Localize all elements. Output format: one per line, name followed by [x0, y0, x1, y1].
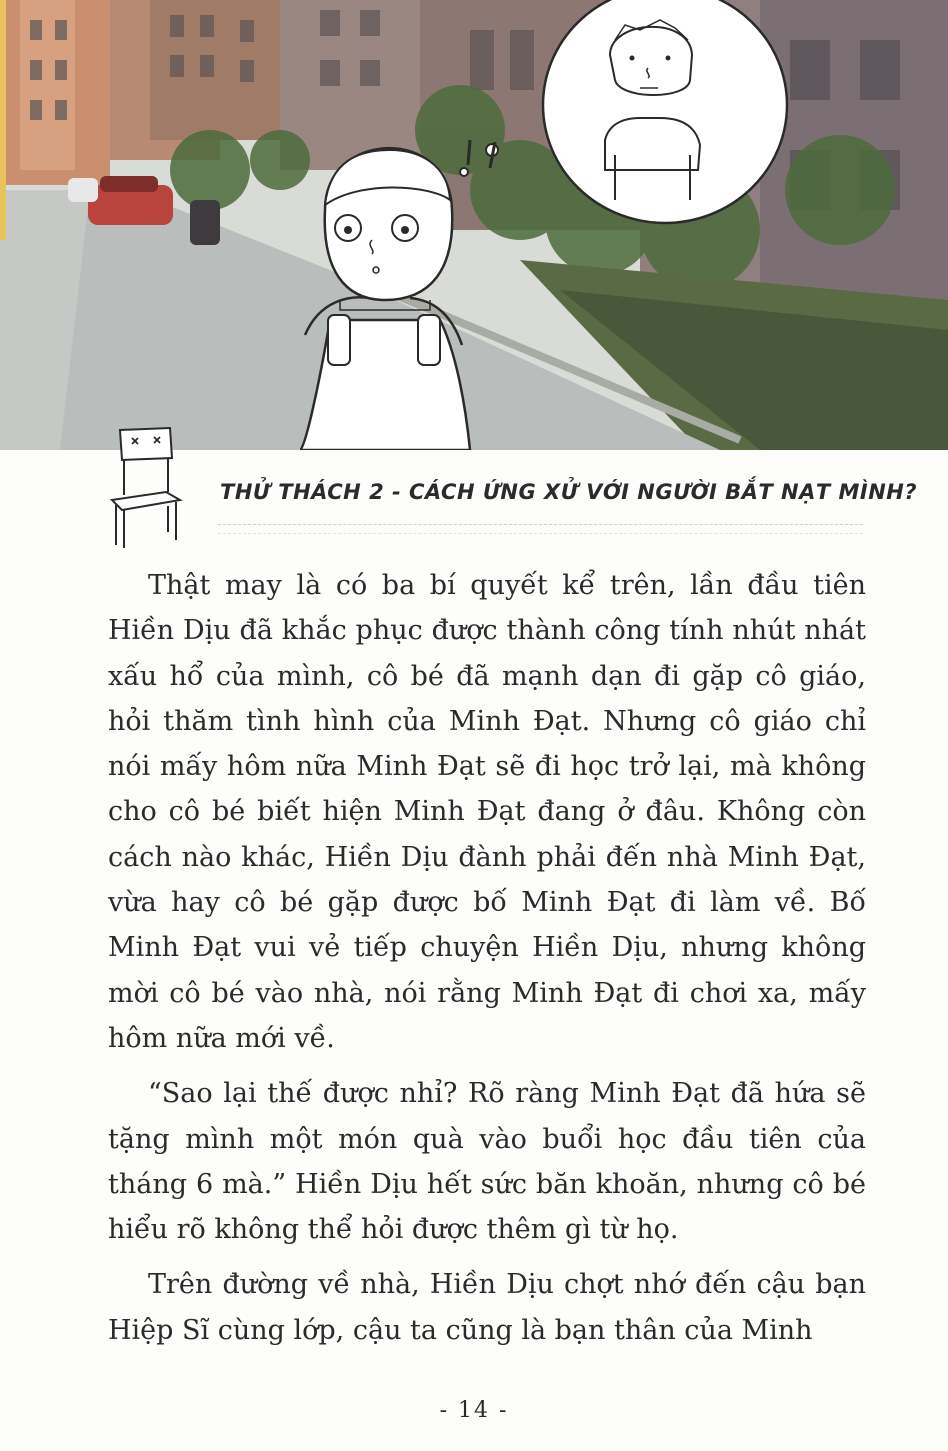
paragraph: “Sao lại thế được nhỉ? Rõ ràng Minh Đạt đã hứa sẽ tặng mình một món quà vào buổi học đầu tiên của tháng 6 mà.” Hiền Dịu hết sức băn khoăn, nhưng cô bé hiểu rõ không thể hỏi được thêm gì từ họ. — [108, 1078, 866, 1246]
paragraph: Trên đường về nhà, Hiền Dịu chợt nhớ đến cậu bạn Hiệp Sĩ cùng lớp, cậu ta cũng là bạn thân của Minh — [108, 1269, 866, 1346]
body-text — [108, 563, 866, 1363]
chapter-heading — [108, 420, 918, 550]
page-number: - 14 - — [439, 1398, 509, 1423]
title-divider — [218, 524, 863, 534]
page-edge-mark — [0, 0, 6, 240]
chair-icon — [108, 420, 188, 550]
paragraph: Thật may là có ba bí quyết kể trên, lần đầu tiên Hiền Dịu đã khắc phục được thành công tính nhút nhát xấu hổ của mình, cô bé đã mạnh dạn đi gặp cô giáo, hỏi thăm tình hình của Minh Đạt. Nhưng cô giáo chỉ nói mấy hôm nữa Minh Đạt sẽ đi học trở lại, mà không cho cô bé biết hiện Minh Đạt đang ở đâu. Không còn cách nào khác, Hiền Dịu đành phải đến nhà Minh Đạt, vừa hay cô bé gặp được bố Minh Đạt đi làm về. Bố Minh Đạt vui vẻ tiếp chuyện Hiền Dịu, nhưng không mời cô bé vào nhà, nói rằng Minh Đạt đi chơi xa, mấy hôm nữa mới về. — [108, 570, 866, 1054]
street-illustration — [0, 0, 948, 450]
chapter-title: THỬ THÁCH 2 - CÁCH ỨNG XỬ VỚI NGƯỜI BẮT NẠT MÌNH? — [220, 480, 918, 504]
